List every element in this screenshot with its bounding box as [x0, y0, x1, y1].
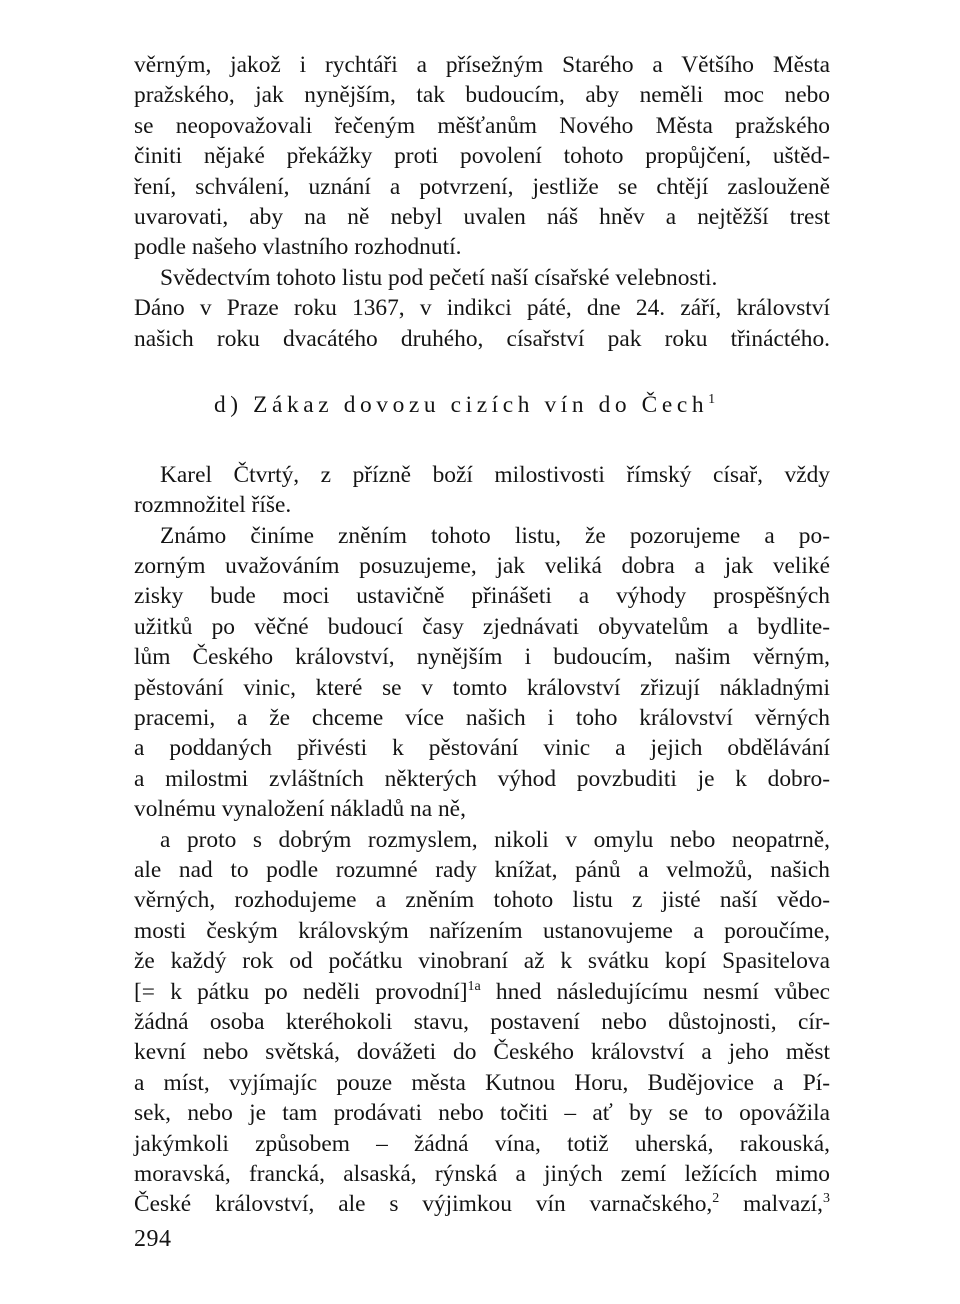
footnote-marker: 2 — [712, 1191, 720, 1207]
paragraph-arenga — [134, 521, 830, 825]
paragraph-dispositio — [134, 825, 830, 1220]
text-line: mosti českým královským nařízením ustanovujeme a poroučíme, — [134, 917, 830, 944]
text-line: věrných, rozhodujeme a zněním tohoto listu z jisté naší vědo- — [134, 887, 830, 914]
footnote-marker: 3 — [822, 1191, 830, 1207]
text-run: malvazí, — [719, 1191, 823, 1218]
text-line-with-notes — [134, 1189, 830, 1219]
text-line: Karel Čtvrtý, z přízně boží milostivosti římský císař, vždy — [160, 461, 830, 488]
text-line: moravská, francká, alsaská, rýnská a jiných zemí ležících mimo — [134, 1160, 830, 1187]
text-line: a poddaných přivésti k pěstování vinic a jejich obdělávání — [134, 735, 830, 762]
bracket-gloss: [= k pátku po neděli provodní] — [134, 978, 468, 1005]
text-line: a milostmi zvláštních některých výhod povzbuditi je k dobro- — [134, 765, 830, 792]
text-line: lům Českého království, nynějším i budoucím, našim věrným, — [134, 644, 830, 671]
footnote-marker: 1 — [708, 391, 716, 407]
text-line: a proto s dobrým rozmyslem, nikoli v omylu nebo neopatrně, — [160, 826, 830, 853]
text-line: kevní nebo světská, dovážeti do Českého království a jeho měst — [134, 1039, 830, 1066]
text-line: se neopovažovali řečeným měšťanům Nového Města pražského — [134, 112, 830, 139]
section-heading — [134, 390, 830, 420]
paragraph-attestation — [134, 263, 830, 354]
section-heading-text: d) Zákaz dovozu cizích vín do Čech — [214, 391, 709, 418]
text-line: uvarovati, aby na ně nebyl uvalen náš hněv a nejtěžší trest — [134, 203, 830, 230]
text-line: žádná osoba kteréhokoli stavu, postavení nebo důstojnosti, cír- — [134, 1008, 830, 1035]
text-line: Dáno v Praze roku 1367, v indikci páté, dne 24. září, království — [134, 295, 830, 322]
text-line: pěstování vinic, které se v tomto království zřizují nákladnými — [134, 674, 830, 701]
text-line: volnému vynaložení nákladů na ně, — [134, 796, 466, 823]
text-line: věrným, jakož i rychtáři a přísežným Starého a Většího Města — [134, 52, 830, 78]
text-line: ření, schválení, uznání a potvrzení, jestliže se chtějí zaslouženě — [134, 173, 830, 200]
text-line: ale nad to podle rozumné rady knížat, pánů a velmožů, našich — [134, 856, 830, 883]
text-run: České království, ale s výjimkou vín varnačského, — [134, 1191, 713, 1218]
paragraph-intitulatio — [134, 460, 830, 521]
text-line: Svědectvím tohoto listu pod pečetí naší císařské velebnosti. — [160, 264, 718, 291]
text-line: zorným uvažováním posuzujeme, jak veliká dobra a jak veliké — [134, 553, 830, 580]
text-line: že každý rok od počátku vinobraní až k svátku kopí Spasitelova — [134, 948, 830, 975]
text-line: pražského, jak nynějším, tak budoucím, aby neměli moc nebo — [134, 82, 830, 109]
text-line: pracemi, a že chceme více našich i toho království věrných — [134, 705, 830, 732]
paragraph-continuation — [134, 50, 830, 263]
text-run: hned následujícímu nesmí vůbec — [480, 978, 830, 1005]
text-line: užitků po věčné budoucí časy zjednávati obyvatelům a bydlite- — [134, 613, 830, 640]
text-line: Známo činíme zněním tohoto listu, že pozorujeme a po- — [160, 522, 830, 549]
page-number: 294 — [134, 1226, 172, 1252]
text-line: sek, nebo je tam prodávati nebo točiti – ať by se to opovážila — [134, 1100, 830, 1127]
document-page — [134, 50, 830, 1220]
footnote-marker: 1a — [467, 978, 481, 994]
text-line: podle našeho vlastního rozhodnutí. — [134, 234, 462, 261]
text-line-with-note — [134, 977, 830, 1007]
text-line: a míst, vyjímajíc pouze města Kutnou Horu, Budějovice a Pí- — [134, 1069, 830, 1096]
text-line: rozmnožitel říše. — [134, 492, 292, 519]
text-line: zisky bude moci ustavičně přinášeti a výhody prospěšných — [134, 583, 830, 610]
text-line: našich roku dvacátého druhého, císařství pak roku třináctého. — [134, 325, 830, 352]
text-line: činiti nějaké překážky proti povolení tohoto propůjčení, uštěd- — [134, 143, 830, 170]
text-line: jakýmkoli způsobem – žádná vína, totiž uherská, rakouská, — [134, 1130, 830, 1157]
